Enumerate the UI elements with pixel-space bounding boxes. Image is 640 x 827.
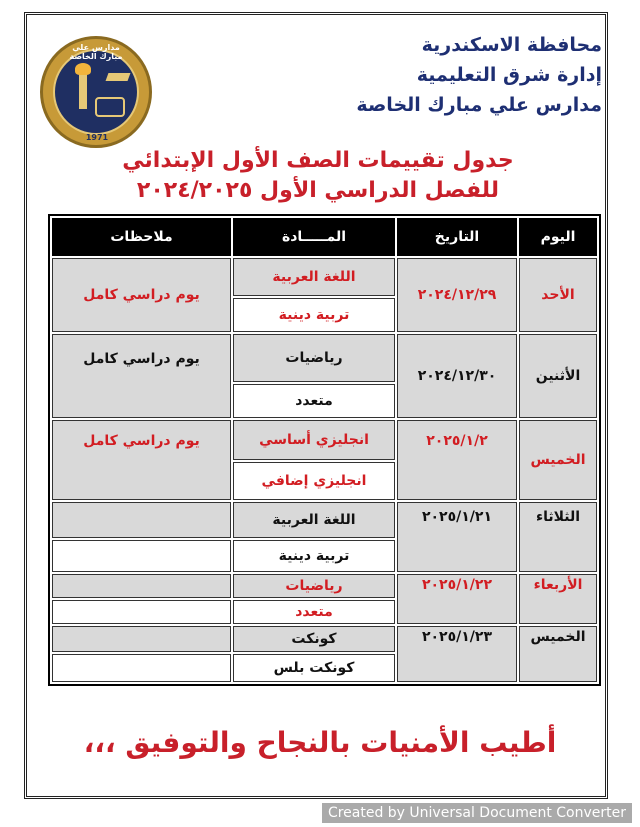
table-row — [52, 574, 597, 598]
day-cell: الخميس — [519, 626, 597, 682]
table-row — [52, 258, 597, 296]
subject-cell: رياضيات — [233, 334, 395, 382]
logo-arc-text: مدارس علي مبارك الخاصة — [69, 43, 123, 61]
header-subject: المـــــادة — [233, 218, 395, 256]
table-row — [52, 502, 597, 538]
date-cell: ٢٠٢٤/١٢/٢٩ — [397, 258, 517, 332]
notes-cell-empty — [52, 600, 231, 624]
notes-cell: يوم دراسي كامل — [52, 258, 231, 332]
day-cell: الثلاثاء — [519, 502, 597, 572]
logo-year: 1971 — [85, 133, 109, 142]
date-cell: ٢٠٢٥/١/٢ — [397, 420, 517, 500]
day-cell: الخميس — [519, 420, 597, 500]
schedule-table — [48, 214, 601, 686]
date-cell: ٢٠٢٤/١٢/٣٠ — [397, 334, 517, 418]
subject-cell: كونكت — [233, 626, 395, 652]
day-cell: الأثنين — [519, 334, 597, 418]
logo-emblem — [53, 49, 139, 135]
subject-cell: اللغة العربية — [233, 258, 395, 296]
subject-cell: متعدد — [233, 384, 395, 418]
page-title: جدول تقييمات الصف الأول الإبتدائي — [122, 148, 514, 173]
notes-cell-empty — [52, 654, 231, 682]
header-administration: إدارة شرق التعليمية — [416, 64, 602, 86]
header-school-name: مدارس علي مبارك الخاصة — [356, 94, 602, 116]
header-notes: ملاحظات — [52, 218, 231, 256]
notes-cell — [52, 502, 231, 538]
header-date: التاريخ — [397, 218, 517, 256]
subject-cell: اللغة العربية — [233, 502, 395, 538]
subject-cell: تربية دينية — [233, 540, 395, 572]
day-cell: الأربعاء — [519, 574, 597, 624]
subject-cell: متعدد — [233, 600, 395, 624]
subject-cell: رياضيات — [233, 574, 395, 598]
school-logo — [40, 36, 152, 148]
subject-cell: تربية دينية — [233, 298, 395, 332]
table-row — [52, 334, 597, 382]
converter-watermark: Created by Universal Document Converter — [322, 803, 632, 823]
notes-cell: يوم دراسي كامل — [52, 334, 231, 418]
page-subtitle: للفصل الدراسي الأول ٢٠٢٤/٢٠٢٥ — [136, 178, 500, 203]
subject-cell: انجليزي إضافي — [233, 462, 395, 500]
subject-cell: كونكت بلس — [233, 654, 395, 682]
notes-cell — [52, 574, 231, 598]
notes-cell: يوم دراسي كامل — [52, 420, 231, 500]
book-icon — [95, 97, 125, 117]
school-header — [356, 30, 602, 120]
day-cell: الأحد — [519, 258, 597, 332]
notes-cell-empty — [52, 540, 231, 572]
table-row — [52, 626, 597, 652]
notes-cell — [52, 626, 231, 652]
graduation-cap-icon — [106, 73, 131, 81]
table-row — [52, 420, 597, 460]
subject-cell: انجليزي أساسي — [233, 420, 395, 460]
closing-wishes: أطيب الأمنيات بالنجاح والتوفيق ،،، — [83, 726, 557, 759]
torch-icon — [79, 73, 87, 109]
header-governorate: محافظة الاسكندرية — [421, 34, 602, 56]
header-day: اليوم — [519, 218, 597, 256]
date-cell: ٢٠٢٥/١/٢٢ — [397, 574, 517, 624]
date-cell: ٢٠٢٥/١/٢١ — [397, 502, 517, 572]
table-header-row — [52, 218, 597, 256]
date-cell: ٢٠٢٥/١/٢٣ — [397, 626, 517, 682]
